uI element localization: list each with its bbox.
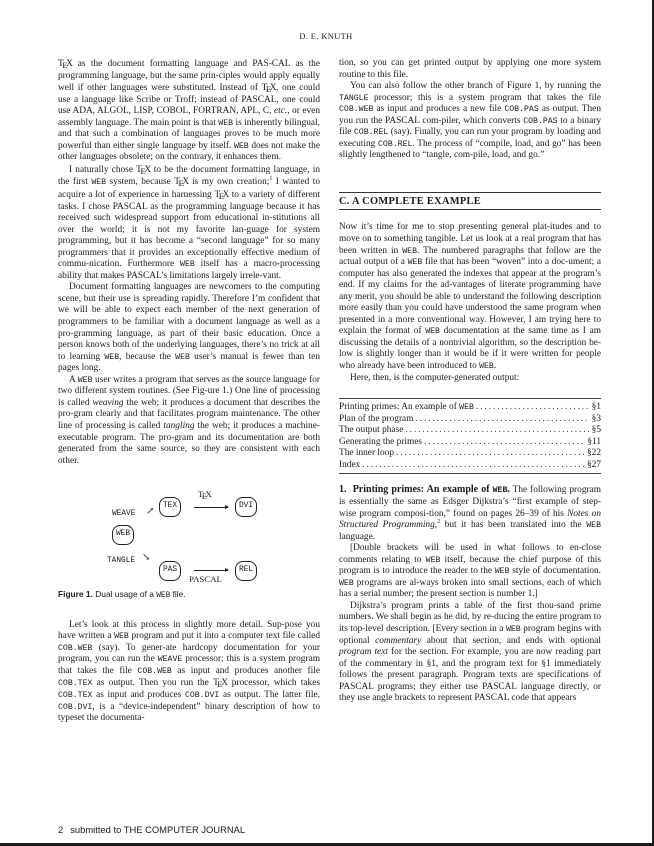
paragraph: Here, then, is the computer-generated output: xyxy=(350,372,520,383)
toc-entry[interactable]: Printing primes: An example of WEB ..... §1 xyxy=(339,402,601,414)
page-footer xyxy=(58,824,245,835)
figure-caption: Figure 1. Dual usage of a WEB file. xyxy=(58,589,186,601)
right-column xyxy=(339,58,601,705)
footnote-marker[interactable]: 2 xyxy=(437,519,441,526)
paragraph: tion, so you can get printed output by applying one more system routine to this file. xyxy=(339,58,601,80)
section-1-heading: 1. Printing primes: An example of WEB. xyxy=(339,484,510,496)
tex-logo: TEX xyxy=(174,177,189,189)
weave-label: WEAVE xyxy=(112,510,136,519)
tex-logo: TEX xyxy=(213,678,228,690)
toc-entry[interactable]: Plan of the program ..... §3 xyxy=(339,414,601,426)
page-number: 2 xyxy=(58,824,64,835)
node-rel: REL xyxy=(235,561,257,581)
tangle-label: TANGLE xyxy=(107,557,136,566)
tex-logo: TEX xyxy=(214,190,229,202)
journal-name: submitted to THE COMPUTER JOURNAL xyxy=(70,824,246,835)
toc-entry[interactable]: The output phase ..... §5 xyxy=(339,425,601,437)
section-heading: C. A COMPLETE EXAMPLE xyxy=(339,192,601,211)
paragraph: A WEB user writes a program that serves as the source language for two different system routines. (See Fig-ure 1.) One line of processing is called weaving the web; it produces a document that describes the pro-gram clearly and that facilitates program maintenance. The other line of processing is called tangling the web; it produces a machine-executable program. The pro-gram and its documentation are both generated from the same source, so they are consistent with each other. xyxy=(58,374,320,466)
tex-arrow-label: TEX xyxy=(198,489,212,502)
tex-logo: TEX xyxy=(261,83,277,95)
paragraph: I naturally chose TEX to be the document formatting language, in the first WEB system, because TEX is my own creation;$^1$ I wanted to acquire a lot of experience in harnessing TEX to a variety of different tasks. I chose PASCAL as the programming language because it has received such widespread support from educational in-stitutions all over the world; it is not my favorite lan-guage for system programming, but it has become a “second language” for so many programmers that it provides an exceptionally effective medium of commu-nication. Furthermore WEB itself has a macro-processing ability that makes PASCAL’s limitations largely irrele-vant. xyxy=(58,164,321,281)
node-pas: PAS xyxy=(159,561,181,581)
paragraph: [Double brackets will be used in what follows to en-close comments relating to WEB itself, because the chief purpose of this program is to introduce the reader to the WEB style of documentation. WEB programs are al-ways broken into small sections, each of which has a serial number; the present section is number 1.] xyxy=(339,543,601,600)
arrow-up-right-icon: ↗ xyxy=(146,506,155,518)
toc-entry[interactable]: The inner loop ..... §22 xyxy=(339,448,601,460)
paragraph: Let’s look at this process in slightly more detail. Sup-pose you have written a WEB program and put it into a computer text file called COB.WEB (say). To gener-ate hardcopy documentation for your program, you can run the WEAVE processor; this is a system program that takes the file COB.WEB as input and produces another file COB.TEX as output. Then you run the TEX processor, which takes COB.TEX as input and produces COB.DVI as output. The latter file, COB.DVI, is a “device-independent” binary description of how to typeset the documenta- xyxy=(58,619,321,724)
paragraph: You can also follow the other branch of Figure 1, by running the TANGLE processor; this is a system program that takes the file COB.WEB as input and produces a new file COB.PAS as output. Then you run the PASCAL com-piler, which converts COB.PAS to a binary file COB.REL (say). Finally, you can run your program by loading and executing COB.REL. The process of “compile, load, and go” has been slightly lengthened to “tangle, com-pile, load, and go.” xyxy=(339,81,601,161)
running-head: D. E. KNUTH xyxy=(299,32,353,41)
toc-entry[interactable]: Index ..... §27 xyxy=(339,460,601,472)
arrow-right-icon xyxy=(194,570,228,571)
left-column xyxy=(58,58,320,725)
figure-1-diagram xyxy=(58,481,320,587)
tex-logo: TEX xyxy=(136,164,151,176)
arrow-down-right-icon: ↘ xyxy=(142,552,151,564)
footnote-marker[interactable]: 1 xyxy=(269,176,273,183)
paragraph: Document formatting languages are newcomers to the computing scene, but their use is spreading rapidly. Therefore I’m confident that we will be able to expect each member of the next generation of programmers to be familiar with a document language as well as a pro-gramming language, as part of their basic education. Once a person knows both of the underlying languages, there’s no trick at all to learning WEB, because the WEB user’s manual is fewer than ten pages long. xyxy=(58,282,321,374)
table-of-contents xyxy=(339,398,601,474)
paragraph: Now it’s time for me to stop presenting general plat-itudes and to move on to something tangible. Let us look at a real program that has been written in WEB. The numbered paragraphs that follow are the actual output of a WEB file that has been “woven” into a doc-ument; a computer has also generated the indexes that appear at the program’s end. If my claims for the ad-vantages of literate programming have any merit, you should be able to understand the following description more easily than you could have understood the same program when presented in a more conventional way. However, I am trying here to explain the format of WEB documentation at the same time as I am discussing the details of a nontrivial algorithm, so the description be-low is slightly longer than it would be if it were written for people who already have been introduced to WEB. xyxy=(339,222,602,372)
tex-logo: TEX xyxy=(58,59,73,70)
node-dvi: DVI xyxy=(235,497,257,517)
paragraph: TEX as the document formatting language and PAS-CAL as the programming language, but the same prin-ciples would apply equally well if other languages were substituted. Instead of TEX, one could use a language like Scribe or Troff; instead of PASCAL, one could use ADA, ALGOL, LISP, COBOL, FORTRAN, APL, C, etc., or even assembly language. The main point is that WEB is inherently bilingual, and that such a combination of languages proves to be much more powerful than either single language by itself. WEB does not make the other languages obsolete; on the contrary, it enhances them. xyxy=(58,59,321,163)
toc-entry[interactable]: Generating the primes ..... §11 xyxy=(339,437,601,449)
node-tex: TEX xyxy=(159,497,181,517)
paragraph: Dijkstra’s program prints a table of the first thou-sand prime numbers. We shall begin as he did, by re-ducing the entire program to its top-level description. [Every section in a WEB program begins with optional commentary about that section, and ends with optional program text for the section. For example, you are now reading part of the commentary in §1, and the program text for §1 immediately follows the present paragraph. Program texts are specifications of PASCAL programs; they either use PASCAL language directly, or they use angle brackets to represent PASCAL code that appears xyxy=(339,600,602,704)
node-web: WEB xyxy=(112,525,134,545)
section-1-paragraph: 1. Printing primes: An example of WEB. The following program is essentially the same as Edsger Dijkstra’s “first example of step-wise program composi-tion,” found on pages 26–39 of his Notes on Structured Programming,$^2$ but it has been translated into the WEB language. xyxy=(339,484,602,542)
pascal-arrow-label: PASCAL xyxy=(189,574,222,585)
arrow-right-icon xyxy=(194,507,228,508)
